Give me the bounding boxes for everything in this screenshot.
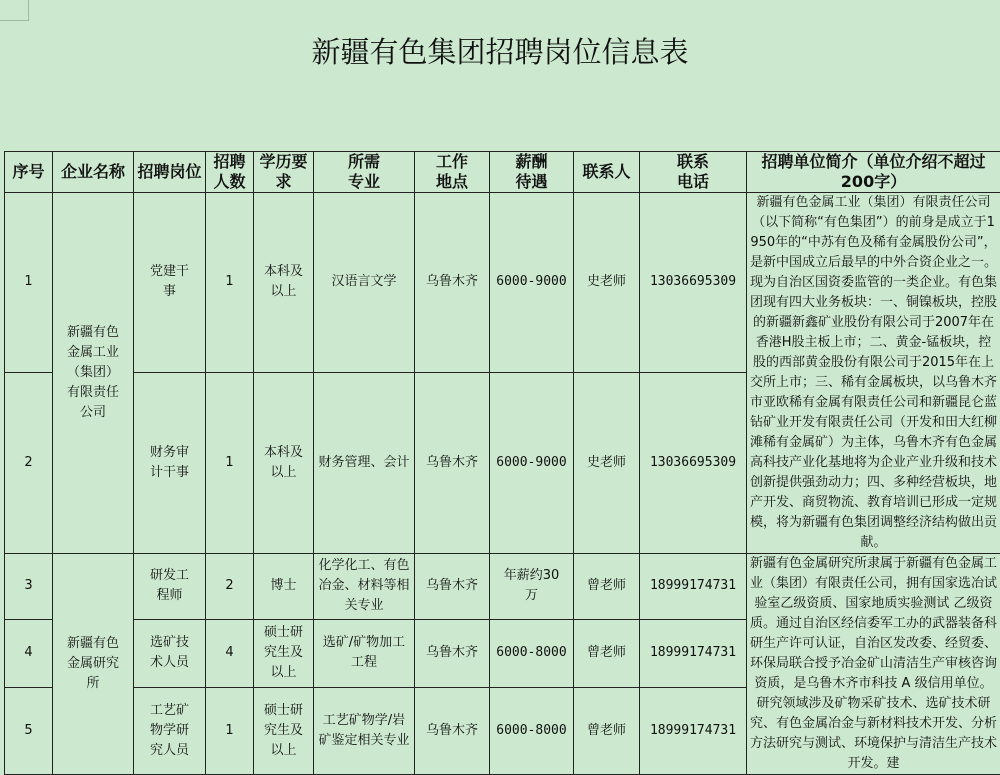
cell-salary[interactable]: 6000-8000	[490, 619, 574, 687]
cell-contact[interactable]: 史老师	[574, 372, 640, 553]
cell-major[interactable]: 工艺矿物学/岩矿鉴定相关专业	[314, 687, 415, 774]
header-position[interactable]: 招聘岗位	[134, 152, 206, 193]
header-major[interactable]: 所需专业	[314, 152, 415, 193]
table-row	[5, 554, 1000, 620]
header-contact[interactable]: 联系人	[574, 152, 640, 193]
header-location[interactable]: 工作地点	[415, 152, 490, 193]
header-no[interactable]: 序号	[5, 152, 53, 193]
cell-salary[interactable]: 6000-9000	[490, 193, 574, 373]
cell-no[interactable]: 1	[5, 193, 53, 373]
cell-no[interactable]: 3	[5, 554, 53, 620]
cell-contact[interactable]: 曾老师	[574, 687, 640, 774]
page-title: 新疆有色集团招聘岗位信息表	[0, 30, 1000, 71]
cell-intro[interactable]: 新疆有色金属工业（集团）有限责任公司（以下简称“有色集团”）的前身是成立于1950年的“中苏有色及稀有金属股份公司”，是新中国成立后最早的中外合资企业之一。现为自治区国资委监管的一类企业。有色集团现有四大业务板块：一、铜镍板块，控股的新疆新鑫矿业股份有限公司于2007年在香港H股主板上市；二、黄金-锰板块，控股的西部黄金股份有限公司于2015年在上交所上市；三、稀有金属板块，以乌鲁木齐市亚欧稀有金属有限责任公司和新疆昆仑蓝钻矿业开发有限责任公司（开发和田大红柳滩稀有金属矿）为主体，乌鲁木齐有色金属高科技产业化基地将为企业产业升级和技术创新提供强劲动力；四、多种经营板块，地产开发、商贸物流、教育培训已形成一定规模，将为新疆有色集团调整经济结构做出贡献。	[747, 193, 1000, 554]
header-intro[interactable]: 招聘单位简介（单位介绍不超过200字）	[747, 152, 1000, 193]
cell-major[interactable]: 财务管理、会计	[314, 372, 415, 553]
cell-intro[interactable]: 新疆有色金属研究所隶属于新疆有色金属工业（集团）有限责任公司，拥有国家选冶试验室乙级资质、国家地质实验测试 乙级资质。通过自治区经信委军工办的武器装备科研生产许可认证，自治区发改委、经贸委、环保局联合授予冶金矿山清洁生产审核咨询资质，是乌鲁木齐市科技 A 级信用单位。研究领域涉及矿物采矿技术、选矿技术研究、有色金属冶金与新材料技术开发、分析方法研究与测试、环境保护与清洁生产技术开发。建	[747, 554, 1000, 775]
cell-major[interactable]: 选矿/矿物加工工程	[314, 619, 415, 687]
header-count[interactable]: 招聘人数	[206, 152, 254, 193]
recruitment-table	[4, 151, 1000, 775]
cell-location[interactable]: 乌鲁木齐	[415, 193, 490, 373]
cell-position[interactable]: 党建干事	[134, 193, 206, 373]
header-company[interactable]: 企业名称	[53, 152, 134, 193]
cell-major[interactable]: 化学化工、有色冶金、材料等相关专业	[314, 554, 415, 620]
cell-phone[interactable]: 18999174731	[640, 554, 747, 620]
header-row	[5, 152, 1000, 193]
cell-phone[interactable]: 13036695309	[640, 193, 747, 373]
cell-position[interactable]: 选矿技术人员	[134, 619, 206, 687]
cell-salary[interactable]: 6000-9000	[490, 372, 574, 553]
cell-education[interactable]: 硕士研究生及以上	[254, 619, 314, 687]
cell-location[interactable]: 乌鲁木齐	[415, 554, 490, 620]
cell-contact[interactable]: 曾老师	[574, 619, 640, 687]
cell-phone[interactable]: 18999174731	[640, 619, 747, 687]
header-salary[interactable]: 薪酬待遇	[490, 152, 574, 193]
cell-count[interactable]: 1	[206, 193, 254, 373]
cell-count[interactable]: 4	[206, 619, 254, 687]
header-phone[interactable]: 联系电话	[640, 152, 747, 193]
cell-education[interactable]: 博士	[254, 554, 314, 620]
cell-company[interactable]: 新疆有色金属工业（集团）有限责任公司	[53, 193, 134, 554]
cell-count[interactable]: 1	[206, 372, 254, 553]
cell-no[interactable]: 5	[5, 687, 53, 774]
cell-phone[interactable]: 18999174731	[640, 687, 747, 774]
cell-position[interactable]: 研发工程师	[134, 554, 206, 620]
cell-education[interactable]: 硕士研究生及以上	[254, 687, 314, 774]
sheet-corner[interactable]	[0, 0, 29, 21]
cell-position[interactable]: 工艺矿物学研究人员	[134, 687, 206, 774]
cell-no[interactable]: 2	[5, 372, 53, 553]
cell-location[interactable]: 乌鲁木齐	[415, 619, 490, 687]
cell-salary[interactable]: 年薪约30万	[490, 554, 574, 620]
cell-education[interactable]: 本科及以上	[254, 193, 314, 373]
cell-count[interactable]: 1	[206, 687, 254, 774]
cell-company[interactable]: 新疆有色金属研究所	[53, 554, 134, 775]
cell-contact[interactable]: 史老师	[574, 193, 640, 373]
cell-count[interactable]: 2	[206, 554, 254, 620]
cell-no[interactable]: 4	[5, 619, 53, 687]
header-education[interactable]: 学历要求	[254, 152, 314, 193]
cell-salary[interactable]: 6000-8000	[490, 687, 574, 774]
cell-contact[interactable]: 曾老师	[574, 554, 640, 620]
cell-position[interactable]: 财务审计干事	[134, 372, 206, 553]
table-row	[5, 193, 1000, 373]
cell-phone[interactable]: 13036695309	[640, 372, 747, 553]
cell-location[interactable]: 乌鲁木齐	[415, 372, 490, 553]
cell-location[interactable]: 乌鲁木齐	[415, 687, 490, 774]
cell-major[interactable]: 汉语言文学	[314, 193, 415, 373]
cell-education[interactable]: 本科及以上	[254, 372, 314, 553]
